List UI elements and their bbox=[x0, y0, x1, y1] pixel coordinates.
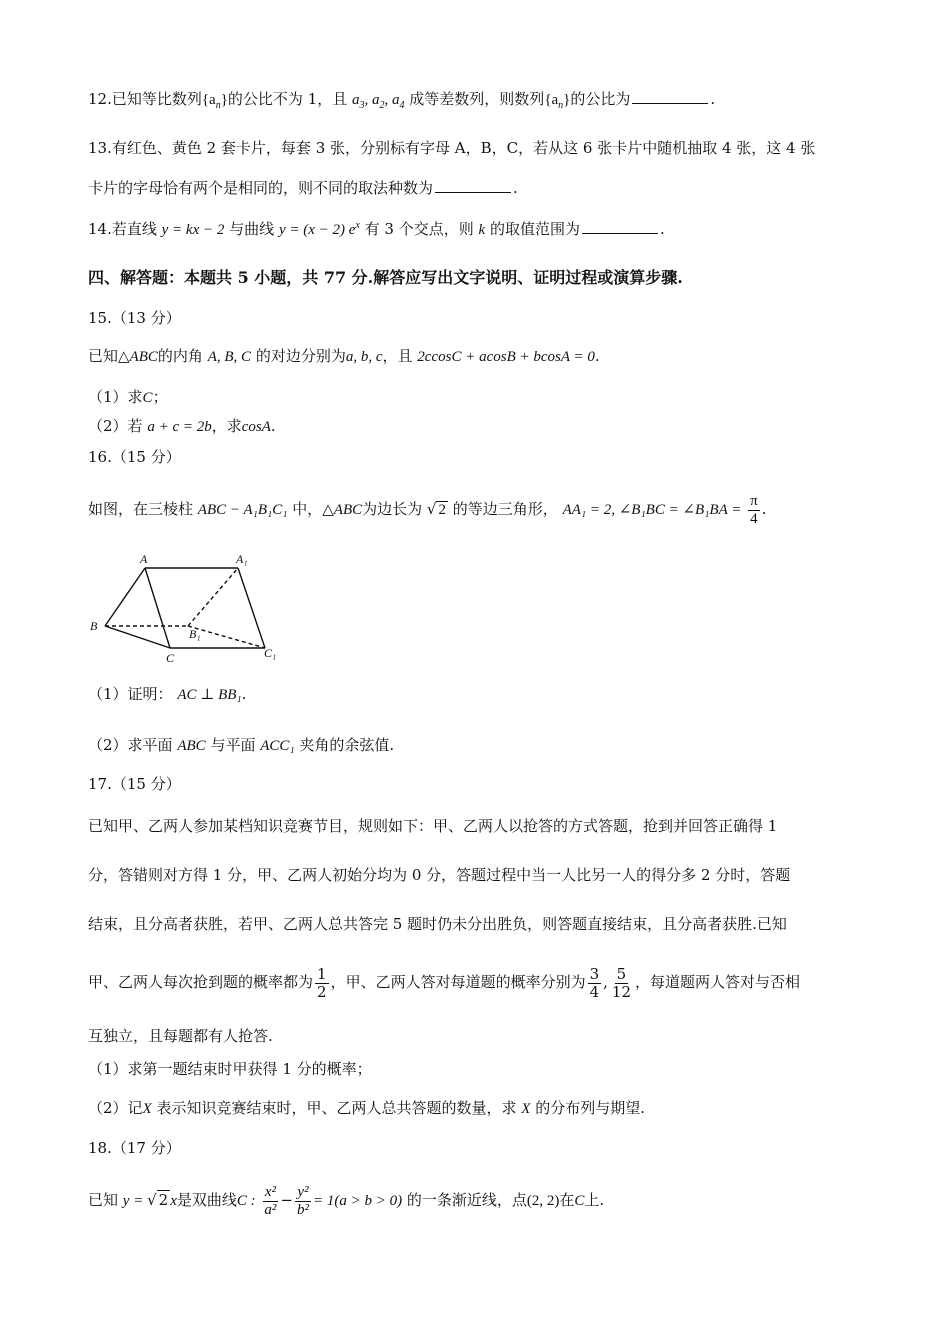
q14-line-eq: y = kx − 2 bbox=[161, 222, 225, 238]
q17-line-1: 已知甲、乙两人参加某档知识竞赛节目，规则如下：甲、乙两人以抢答的方式答题，抢到并回答正确得 1 bbox=[88, 817, 778, 835]
q15-stem: 已知△ABC的内角 A, B, C 的对边分别为a, b, c，且 2ccosC + acosB + bcosA = 0. bbox=[88, 347, 600, 365]
q13-end: . bbox=[513, 179, 518, 197]
question-13-line-2 bbox=[88, 177, 518, 199]
q12-terms: $a_3$, $a_2$, $a_4$ bbox=[352, 92, 405, 111]
q14-prefix: 14.若直线 bbox=[88, 220, 157, 238]
frac-5-12: $\frac{5}{12}$ bbox=[611, 964, 631, 1001]
q12-text: 的公比不为 1，且 bbox=[227, 90, 348, 108]
q17-line-4: 甲、乙两人每次抢到题的概率都为 $\frac{1}{2}$ ，甲、乙两人答对每道题的概率分别为 $\frac{3}{4}$ , $\frac{5}{12}$ ，每道题两人答对与否相 bbox=[88, 964, 801, 1001]
q17-header: 17.（15 分） bbox=[88, 775, 181, 793]
q17-line-3: 结束，且分高者获胜，若甲、乙两人总共答完 5 题时仍未分出胜负，则答题直接结束，且分高者获胜.已知 bbox=[88, 915, 787, 933]
q12-text-2: 成等差数列，则数列 bbox=[409, 90, 545, 108]
q14-text: 与曲线 bbox=[229, 220, 275, 238]
question-14 bbox=[88, 215, 665, 241]
question-12 bbox=[88, 88, 715, 117]
question-13-line-1: 13.有红色、黄色 2 套卡片，每套 3 张，分别标有字母 A，B，C，若从这 6 张卡片中随机抽取 4 张，这 4 张 bbox=[88, 139, 816, 157]
edge-B1A1 bbox=[188, 568, 238, 626]
q15-part-2: （2）若 a + c = 2b，求cosA. bbox=[88, 417, 276, 435]
q18-stem: 已知 y = √ 2 x是双曲线C : $\frac{\text{x²}}{\text{a²}}$ − $\frac{\text{y²}}{\text{b²}}$ = 1(a > b > 0) 的一条渐近线，点(2, 2)在C上. bbox=[88, 1180, 604, 1221]
q14-end: . bbox=[659, 220, 665, 238]
edge-AC bbox=[145, 568, 170, 648]
sqrt-2: √ 2 bbox=[426, 500, 446, 518]
q13-text: 卡片的字母恰有两个是相同的，则不同的取法种数为 bbox=[88, 179, 434, 197]
q14-text-3: 的取值范围为 bbox=[489, 220, 580, 238]
q16-part-2: （2）求平面 ABC 与平面 ACC₁ 夹角的余弦值. bbox=[88, 736, 395, 754]
q12-end: . bbox=[710, 90, 716, 108]
frac-x2-a2: $\frac{\text{x²}}{\text{a²}}$ bbox=[264, 1183, 277, 1218]
q16-part-1: （1）证明： AC ⊥ BB₁. bbox=[88, 685, 247, 703]
q12-prefix: 12.已知等比数列 bbox=[88, 90, 202, 108]
label-A: A bbox=[140, 552, 148, 566]
frac-y2-b2: $\frac{\text{y²}}{\text{b²}}$ bbox=[296, 1183, 309, 1218]
frac-1-2: $\frac{1}{2}$ bbox=[317, 964, 327, 1001]
answer-blank bbox=[435, 178, 511, 193]
q12-text-3: 的公比为 bbox=[570, 90, 631, 108]
q18-header: 18.（17 分） bbox=[88, 1139, 181, 1157]
edge-A1C1 bbox=[238, 568, 265, 648]
section-heading: 四、解答题：本题共 5 小题，共 77 分.解答应写出文字说明、证明过程或演算步骤. bbox=[88, 268, 683, 287]
q14-text-2: 有 3 个交点，则 bbox=[364, 220, 474, 238]
q15-part-1: （1）求C； bbox=[88, 388, 168, 406]
q17-line-5: 互独立，且每题都有人抢答. bbox=[88, 1027, 273, 1045]
answer-blank bbox=[632, 89, 708, 104]
q14-k: k bbox=[478, 222, 486, 238]
label-A1: A₁ bbox=[236, 552, 248, 566]
label-C1: C₁ bbox=[264, 646, 277, 660]
q12-seq: $\{a_n\}$ bbox=[201, 92, 228, 111]
frac-3-4: $\frac{3}{4}$ bbox=[589, 964, 600, 1001]
edge-BC bbox=[105, 626, 170, 648]
prism-figure bbox=[88, 552, 288, 667]
label-C: C bbox=[166, 651, 175, 665]
label-B1: B₁ bbox=[189, 627, 201, 641]
pi-over-4: $\frac{\pi}{4}$ bbox=[750, 492, 758, 527]
label-B: B bbox=[90, 619, 98, 633]
q12-seq-2: $\{a_n\}$ bbox=[544, 92, 571, 111]
q16-header: 16.（15 分） bbox=[88, 448, 181, 466]
q17-part-2: （2）记X 表示知识竞赛结束时，甲、乙两人总共答题的数量，求 X 的分布列与期望. bbox=[88, 1099, 646, 1117]
q16-stem: 如图，在三棱柱 ABC − A₁B₁C₁ 中，△ABC为边长为 √ 2 的等边三角形， AA₁ = 2, ∠B₁BC = ∠B₁BA = $\frac{\pi}{4}$ . bbox=[88, 492, 767, 527]
edge-AB bbox=[105, 568, 145, 626]
answer-blank bbox=[582, 219, 658, 234]
q17-line-2: 分，答错则对方得 1 分，甲、乙两人初始分均为 0 分，答题过程中当一人比另一人的得分多 2 分时，答题 bbox=[88, 866, 791, 884]
q14-curve-eq: y = (x − 2) $e^x$ bbox=[278, 220, 360, 238]
q17-part-1: （1）求第一题结束时甲获得 1 分的概率； bbox=[88, 1060, 372, 1078]
sqrt-2: √ 2 bbox=[147, 1191, 169, 1209]
q15-header: 15.（13 分） bbox=[88, 309, 181, 327]
